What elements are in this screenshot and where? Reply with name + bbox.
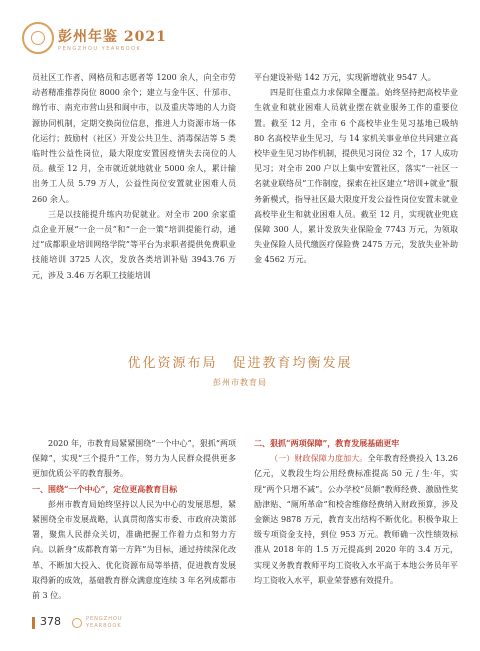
paragraph: 三是以技能提升练内功促就业。对全市 200 余家重点企业开展“一企一员”和“一企一策”培训提能行动，通过“成都职业培训网络学院”等平台为求职者提供免费职业技能培训 3725 人次，发放各类培训补贴 3943.76 万元，涉及 3.46 万名职工技能培训 bbox=[32, 209, 236, 280]
paragraph: 彭州市教育局始终坚持以人民为中心的发展思想，紧紧围绕全市发展战略，认真贯彻落实市委、市政府决策部署，聚焦人民群众关切，准确把握工作着力点和努力方向。以新身“成都教育第一方阵”为目标，通过持续深化改革、不断加大投入、优化资源布局等举措，促进教育发展取得新的成效，基础教育群众满意度连续 3 年名列成都市前 3 位。 bbox=[32, 499, 236, 601]
page-header bbox=[0, 0, 480, 62]
bottom-right-column bbox=[254, 436, 458, 588]
page-number: 378 bbox=[40, 615, 61, 628]
top-left-column bbox=[32, 70, 236, 283]
page-footer bbox=[0, 612, 480, 636]
footer-brand bbox=[86, 616, 123, 630]
subsection-label: （一）财政保障力度加大。 bbox=[270, 454, 368, 464]
bottom-left-column bbox=[32, 436, 236, 603]
paragraph-text: 全年教育经费投入 13.26 亿元，义教段生均公用经费标准提高 50 元 / 生·年，实现“两个只增不减”。公办学校“员额”教师经费、激励性奖励津贴、“厕所革命”和校舍维修经费纳入财政预算，涉及金额达 9878 万元，教育支出结构不断优化。积极争取上级专项资金支持，到位 953 万元。教师确一次性绩效标准从 2018 年的 1.5 万元提高到 2020 年的 3.4 万元，实现义务教育教师平均工资收入水平高于本地公务员年平均工资收入水平，职业荣誉感有效提升。 bbox=[254, 454, 459, 585]
page-number-bar bbox=[32, 617, 35, 629]
subheading: 一、围绕“一个中心”，定位更高教育目标 bbox=[32, 483, 178, 494]
paragraph bbox=[254, 451, 458, 588]
subheading: 二、狠抓“两项保障”，教育发展基础更牢 bbox=[254, 438, 400, 448]
footer-brand-line: PENGZHOU bbox=[86, 616, 123, 622]
yearbook-subtitle: PENGZHOU YEARBOOK bbox=[58, 46, 142, 52]
top-right-column bbox=[254, 70, 458, 268]
footer-logo-icon bbox=[72, 618, 82, 628]
section-title: 优化资源布局 促进教育均衡发展 bbox=[127, 356, 353, 371]
section-author: 彭州市教育局 bbox=[213, 378, 267, 387]
yearbook-title: 彭州年鉴 2021 bbox=[58, 29, 167, 45]
paragraph: 平台建设补贴 142 万元，实现新增就业 9547 人。 bbox=[254, 73, 436, 82]
footer-brand-line: YEARBOOK bbox=[86, 623, 122, 629]
paragraph: 2020 年，市教育局紧紧围绕“一个中心”，狠抓“两项保障”，实现“三个提升”工作，努力为人民群众提供更多更加优质公平的教育服务。 bbox=[32, 439, 236, 479]
paragraph: 员社区工作者、网格员和志愿者等 1200 余人，向全市劳动者精准推荐岗位 8000 余个；建立与金牛区、什邡市、绵竹市、南充市营山县和阆中市，以及重庆等地的人力资源协同机制，定期交换岗位信息，推进人力资源市场一体化运行；鼓励村（社区）开发公共卫生、消毒保洁等 5 类临时性公益性岗位，最大限度安置因疫情失去岗位的人员。截至 12 月，全市就近就地就业 5000 余人，累计输出务工人员 5.79 万人，公益性岗位安置就业困难人员 260 余人。 bbox=[32, 73, 236, 204]
yearbook-logo-icon bbox=[22, 22, 54, 54]
paragraph: 四是盯住重点力求保障全覆盖。始终坚持把高校毕业生就业和就业困难人员就业摆在就业服务工作的重要位置。截至 12 月，全市 6 个高校毕业生见习基地已吸纳 80 名高校毕业生见习，与 14 家机关事业单位共同建立高校毕业生见习协作机制，提供见习岗位 32 个，17 人成功见习；对全市 200 户以上集中安置社区，落实“一社区一名就业联络员”工作制度，探索在社区建立“培训+就业”服务新模式，指导社区最大限度开发公益性岗位安置未就业高校毕业生和就业困难人员。截至 12 月，实现就业兜底保障 300 人，累计发放失业保险金 7743 万元，为领取失业保险人员代缴医疗保险费 2475 万元，发放失业补助金 4562 万元。 bbox=[254, 88, 458, 265]
